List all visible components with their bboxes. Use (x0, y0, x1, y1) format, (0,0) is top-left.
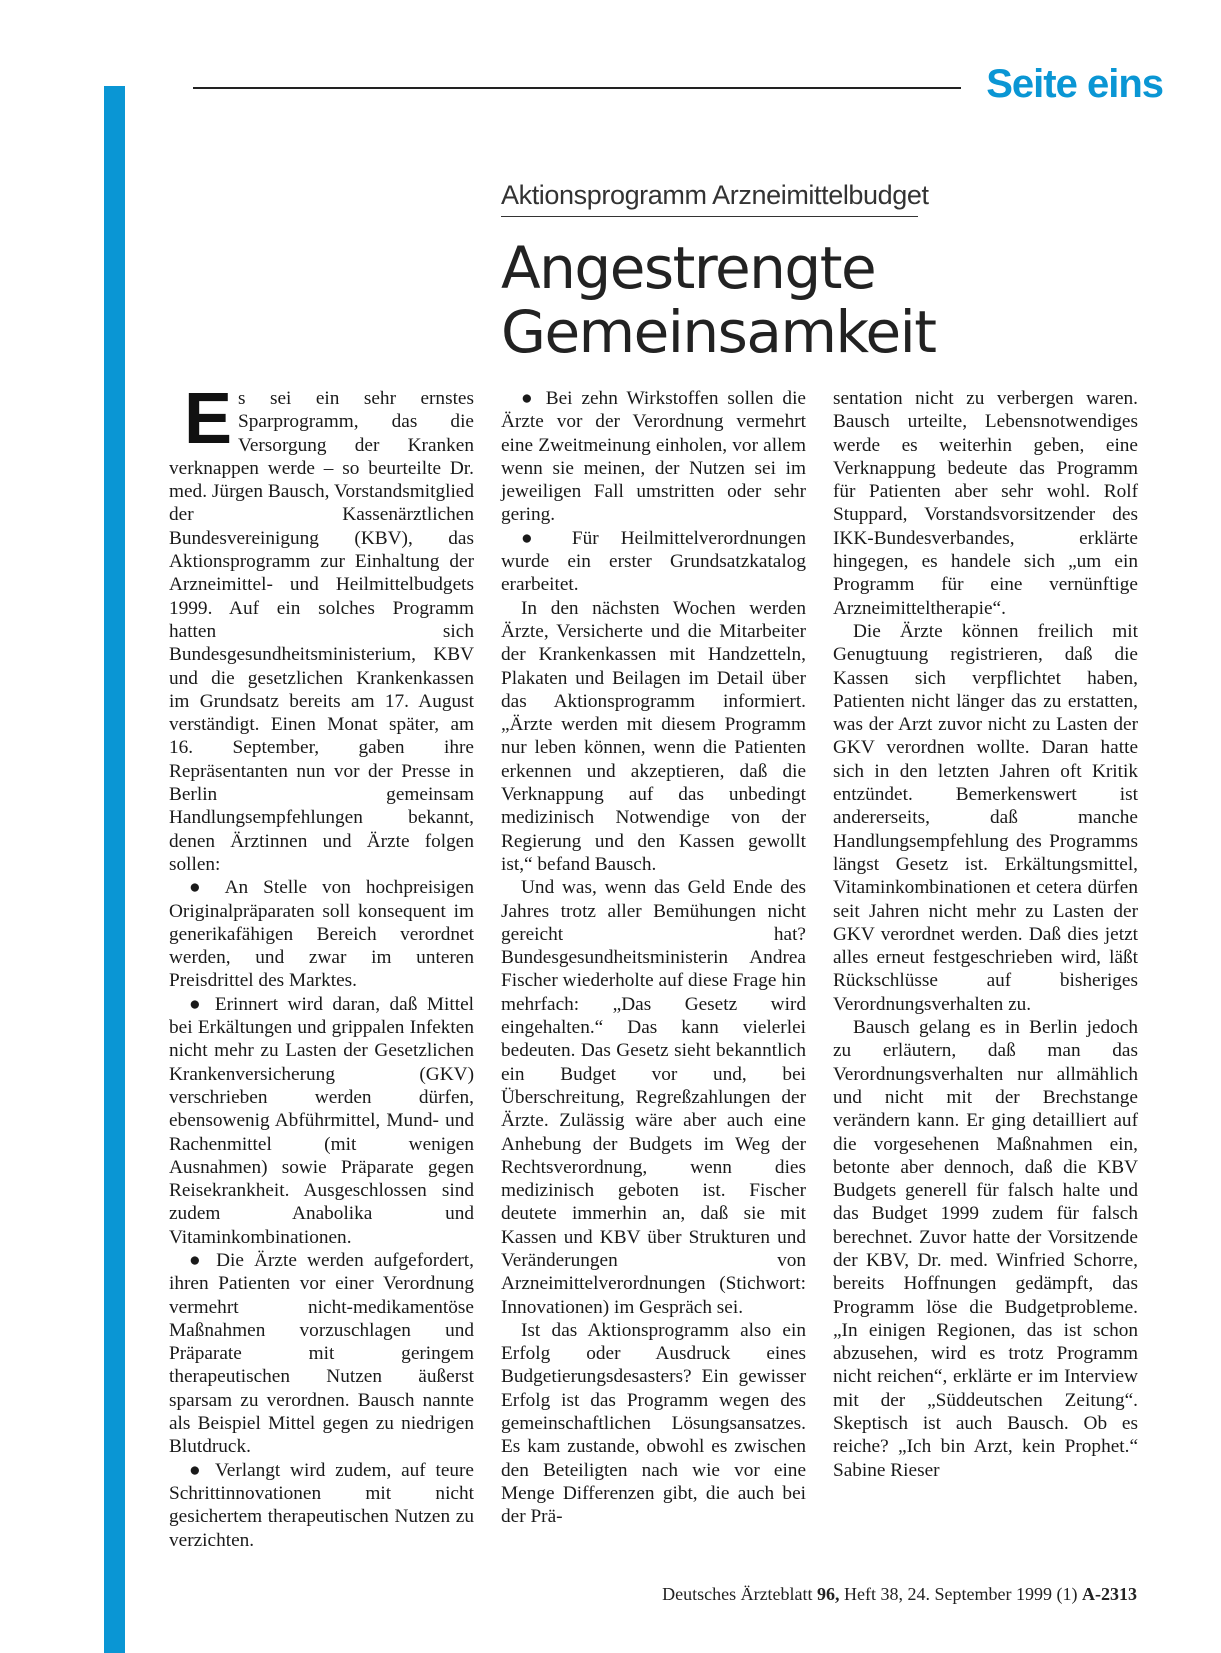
drop-cap: E (184, 379, 233, 459)
footer-volume: 96, (817, 1584, 840, 1604)
kicker-underline (501, 216, 918, 217)
page-footer (662, 1584, 1137, 1605)
headline-line-2: Gemeinsamkeit (501, 298, 936, 366)
text-column-1 (169, 379, 474, 1552)
footer-journal: Deutsches Ärzteblatt (662, 1584, 818, 1604)
paragraph: Bausch gelang es in Berlin jedoch zu erläutern, daß man das Verordnungsverhalten nur allmählich und nicht mit der Brechstange verändern kann. Er ging detailliert auf die vorgesehenen Maßnahmen ein, betonte aber dennoch, daß die KBV Budgets generell für falsch halte und das Budget 1999 zudem für falsch berechnet. Zuvor hatte der Vorsitzende der KBV, Dr. med. Winfried Schorre, bereits Hoffnungen gedämpft, das Programm löse die Budgetprobleme. „In einigen Regionen, das ist schon abzusehen, wird es trotz Programm nicht reichen“, erklärte er im Interview mit der „Süddeutschen Zeitung“. Skeptisch ist auch Bausch. Ob es reiche? „Ich bin Arzt, kein Prophet.“ Sabine Rieser (833, 1017, 1138, 1481)
bullet-paragraph: ● Bei zehn Wirkstoffen sollen die Ärzte vor der Verordnung vermehrt eine Zweitmeinung einholen, vor allem wenn sie meinen, der Nutzen sei im jeweiligen Fall umstritten oder sehr gering. (501, 388, 806, 526)
article-kicker: Aktionsprogramm Arzneimittelbudget (501, 180, 929, 210)
bullet-paragraph: ● Für Heilmittelverordnungen wurde ein erster Grundsatzkatalog erarbeitet. (501, 527, 806, 596)
footer-issue: Heft 38, 24. September 1999 (1) (839, 1584, 1082, 1604)
article-headline (501, 236, 936, 364)
paragraph: Und was, wenn das Geld Ende des Jahres trotz aller Bemühungen nicht gereicht hat? Bundesgesundheitsministerin Andrea Fischer wiederholte auf diese Frage hin mehrfach: „Das Gesetz wird eingehalten.“ Das kann vielerlei bedeuten. Das Gesetz sieht bekanntlich ein Budget vor und, bei Überschreitung, Regreßzahlungen der Ärzte. Zulässig wäre aber auch eine Anhebung der Budgets im Weg der Rechtsverordnung, wenn dies medizinisch geboten ist. Fischer deutete immerhin an, daß sie mit Kassen und KBV über Strukturen und Veränderungen von Arzneimittelverordnungen (Stichwort: Innovationen) im Gespräch sei. (501, 877, 806, 1318)
paragraph: sentation nicht zu verbergen waren. Bausch urteilte, Lebensnotwendiges werde es weiterhin geben, eine Verknappung bedeute das Programm für Patienten aber sehr wohl. Rolf Stuppard, Vorstandsvorsitzender des IKK-Bundesverbandes, erklärte hingegen, es handele sich „um ein Programm für eine vernünftige Arzneimitteltherapie“. (833, 388, 1138, 619)
paragraph-text: s sei ein sehr ernstes Sparprogramm, das die Versorgung der Kranken verknappen werde – so beurteilte Dr. med. Jürgen Bausch, Vorstandsmitglied der Kassenärztlichen Bundesvereinigung (KBV), das Aktionsprogramm zur Einhaltung der Arzneimittel- und Heilmittelbudgets 1999. Auf ein solches Programm hatten sich Bundesgesundheitsministerium, KBV und die gesetzlichen Krankenkassen im Grundsatz bereits am 17. August verständigt. Einen Monat später, am 16. September, gaben ihre Repräsentanten nun vor der Presse in Berlin gemeinsam Handlungsempfehlungen bekannt, denen Ärztinnen und Ärzte folgen sollen: (169, 388, 474, 875)
section-label: Seite eins (986, 62, 1163, 106)
paragraph (169, 379, 474, 876)
paragraph: In den nächsten Wochen werden Ärzte, Versicherte und die Mitarbeiter der Krankenkassen mit Handzetteln, Plakaten und Beilagen im Detail über das Aktionsprogramm informiert. „Ärzte werden mit diesem Programm nur leben können, wenn die Patienten erkennen und akzeptieren, daß die Verknappung auf das unbedingt medizinisch Notwendige von der Regierung und den Kassen gewollt ist,“ befand Bausch. (501, 597, 806, 875)
headline-line-1: Angestrengte (501, 234, 876, 302)
accent-side-bar (104, 86, 125, 1653)
footer-page-number: A-2313 (1082, 1584, 1137, 1604)
paragraph: Die Ärzte können freilich mit Genugtuung registrieren, daß die Kassen sich verpflichtet haben, Patienten nicht länger das zu erstatten, was der Arzt zuvor nicht zu Lasten der GKV verordnen wollte. Daran hatte sich in den letzten Jahren oft Kritik entzündet. Bemerkenswert ist andererseits, daß manche Handlungsempfehlung des Programms längst Gesetz ist. Erkältungsmittel, Vitaminkombinationen et cetera dürfen seit Jahren nicht mehr zu Lasten der GKV verordnet werden. Daß dies jetzt alles erneut festgeschrieben wird, läßt Rückschlüsse auf bisheriges Verordnungsverhalten zu. (833, 620, 1138, 1015)
text-column-2 (501, 387, 806, 1529)
bullet-paragraph: ● Die Ärzte werden aufgefordert, ihren Patienten vor einer Verordnung vermehrt nicht-medikamentöse Maßnahmen vorzuschlagen und Präparate mit geringem therapeutischen Nutzen äußerst sparsam zu verordnen. Bausch nannte als Beispiel Mittel gegen zu niedrigen Blutdruck. (169, 1249, 474, 1458)
bullet-paragraph: ● Erinnert wird daran, daß Mittel bei Erkältungen und grippalen Infekten nicht mehr zu Lasten der Gesetzlichen Krankenversicherung (GKV) verschrieben werden dürfen, ebensowenig Abführmittel, Mund- und Rachenmittel (mit wenigen Ausnahmen) sowie Präparate gegen Reisekrankheit. Ausgeschlossen sind zudem Anabolika und Vitaminkombinationen. (169, 993, 474, 1248)
bullet-paragraph: ● An Stelle von hochpreisigen Originalpräparaten soll konsequent im generikafähigen Bereich verordnet werden, und zwar im unteren Preisdrittel des Marktes. (169, 877, 474, 992)
paragraph: Ist das Aktionsprogramm also ein Erfolg oder Ausdruck eines Budgetierungsdesasters? Ein gewisser Erfolg ist das Programm wegen des gemeinschaftlichen Lösungsansatzes. Es kam zustande, obwohl es zwischen den Beteiligten nach wie vor eine Menge Differenzen gibt, die auch bei der Prä- (501, 1319, 806, 1528)
header-rule (193, 87, 961, 89)
text-column-3 (833, 387, 1138, 1482)
bullet-paragraph: ● Verlangt wird zudem, auf teure Schrittinnovationen mit nicht gesichertem therapeutischen Nutzen zu verzichten. (169, 1459, 474, 1551)
